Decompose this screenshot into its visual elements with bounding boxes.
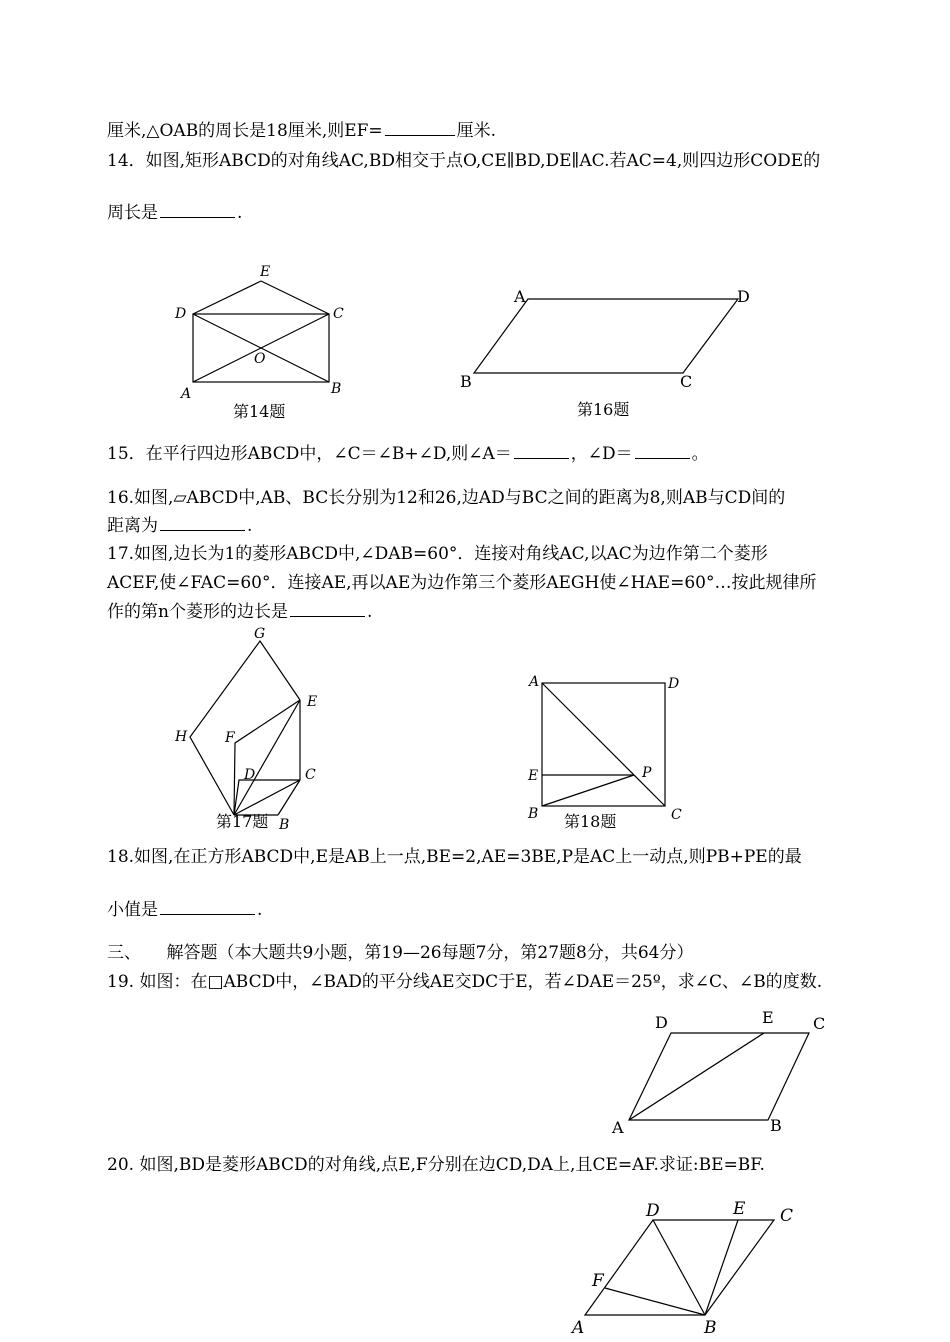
q15-text: 15．在平行四边形ABCD中，∠C＝∠B+∠D,则∠A＝ — [107, 444, 512, 464]
fig19-label-c: C — [813, 1014, 826, 1033]
fig17-label-e: E — [307, 694, 318, 710]
fig19-label-d: D — [655, 1013, 668, 1032]
fig14-label-o: O — [254, 351, 266, 367]
section-3-text: 三、 解答题（本大题共9小题，第19—26每题7分，第27题8分，共64分） — [107, 943, 694, 963]
figure-19 — [629, 1033, 809, 1120]
q16-text-2: 距离为 — [107, 516, 158, 536]
q16-end: . — [247, 516, 253, 536]
fig14-label-a: A — [181, 386, 192, 402]
fig17-label-g: G — [254, 626, 266, 642]
fig18-label-p: P — [642, 765, 652, 781]
q13-text: 厘米,△OAB的周长是18厘米,则EF= — [107, 121, 383, 141]
fig20-label-d: D — [646, 1201, 660, 1221]
fig19-label-b: B — [770, 1116, 782, 1135]
fig18-caption: 第18题 — [564, 812, 617, 831]
fig17-label-f: F — [225, 730, 235, 746]
fig14-label-b: B — [331, 381, 342, 397]
fig17-label-h: H — [175, 729, 188, 745]
fig19-label-e: E — [762, 1008, 774, 1027]
fig20-label-a: A — [572, 1318, 585, 1338]
fig16-label-d: D — [737, 287, 750, 306]
figure-17 — [190, 641, 300, 815]
fig14-label-e: E — [260, 264, 271, 280]
fig18-label-b: B — [528, 806, 539, 822]
fig14-label-c: C — [333, 306, 344, 322]
fig18-label-e: E — [528, 768, 539, 784]
fig20-label-c: C — [780, 1206, 794, 1226]
q16-text: 16.如图,▱ABCD中,AB、BC长分别为12和26,边AD与BC之间的距离为8,则AB与CD间的 — [107, 488, 786, 508]
figure-18 — [542, 683, 665, 806]
q14-text: 14．如图,矩形ABCD的对角线AC,BD相交于点O,CE∥BD,DE∥AC.若AC=4,则四边形CODE的 — [107, 151, 821, 171]
fig16-caption: 第16题 — [577, 400, 630, 419]
q18-end: . — [257, 900, 263, 920]
q19-text: 19. 如图：在□ABCD中，∠BAD的平分线AE交DC于E，若∠DAE＝25º，求∠C、∠B的度数. — [107, 972, 823, 992]
fig20-label-b: B — [704, 1318, 717, 1338]
fig18-label-d: D — [668, 676, 680, 692]
fig16-label-c: C — [680, 372, 693, 391]
fig17-label-b: B — [279, 817, 290, 833]
fig18-label-c: C — [671, 807, 682, 823]
fig18-label-a: A — [529, 674, 540, 690]
q17-text-3: 作的第n个菱形的边长是 — [107, 602, 288, 622]
figure-16 — [474, 299, 738, 373]
q17-end: . — [366, 602, 373, 622]
fig17-label-c: C — [305, 767, 316, 783]
fig17-caption: 第17题 — [216, 812, 269, 831]
q20-text: 20. 如图,BD是菱形ABCD的对角线,点E,F分别在边CD,DA上,且CE=AF.求证:BE=BF. — [107, 1155, 765, 1175]
q15-end: 。 — [691, 444, 709, 464]
fig19-label-a: A — [612, 1118, 624, 1137]
q13-unit: 厘米. — [456, 121, 497, 141]
q15-text-2: ，∠D＝ — [570, 444, 633, 464]
fig20-label-f: F — [592, 1271, 604, 1291]
fig16-label-b: B — [460, 372, 472, 391]
q17-text: 17.如图,边长为1的菱形ABCD中,∠DAB=60°．连接对角线AC,以AC为边作第二个菱形 — [107, 544, 768, 564]
q18-text: 18.如图,在正方形ABCD中,E是AB上一点,BE=2,AE=3BE,P是AC上一动点,则PB+PE的最 — [107, 847, 802, 867]
fig14-caption: 第14题 — [233, 402, 286, 421]
figure-20 — [585, 1220, 774, 1315]
fig14-label-d: D — [175, 306, 187, 322]
q17-text-2: ACEF,使∠FAC=60°．连接AE,再以AE为边作第三个菱形AEGH使∠HAE=60°…按此规律所 — [107, 573, 817, 593]
q14-end: . — [237, 203, 243, 223]
fig16-label-a: A — [514, 287, 526, 306]
q18-text-2: 小值是 — [107, 900, 158, 920]
fig20-label-e: E — [733, 1199, 746, 1219]
q14-text-2: 周长是 — [107, 203, 158, 223]
fig17-label-d: D — [244, 767, 256, 783]
